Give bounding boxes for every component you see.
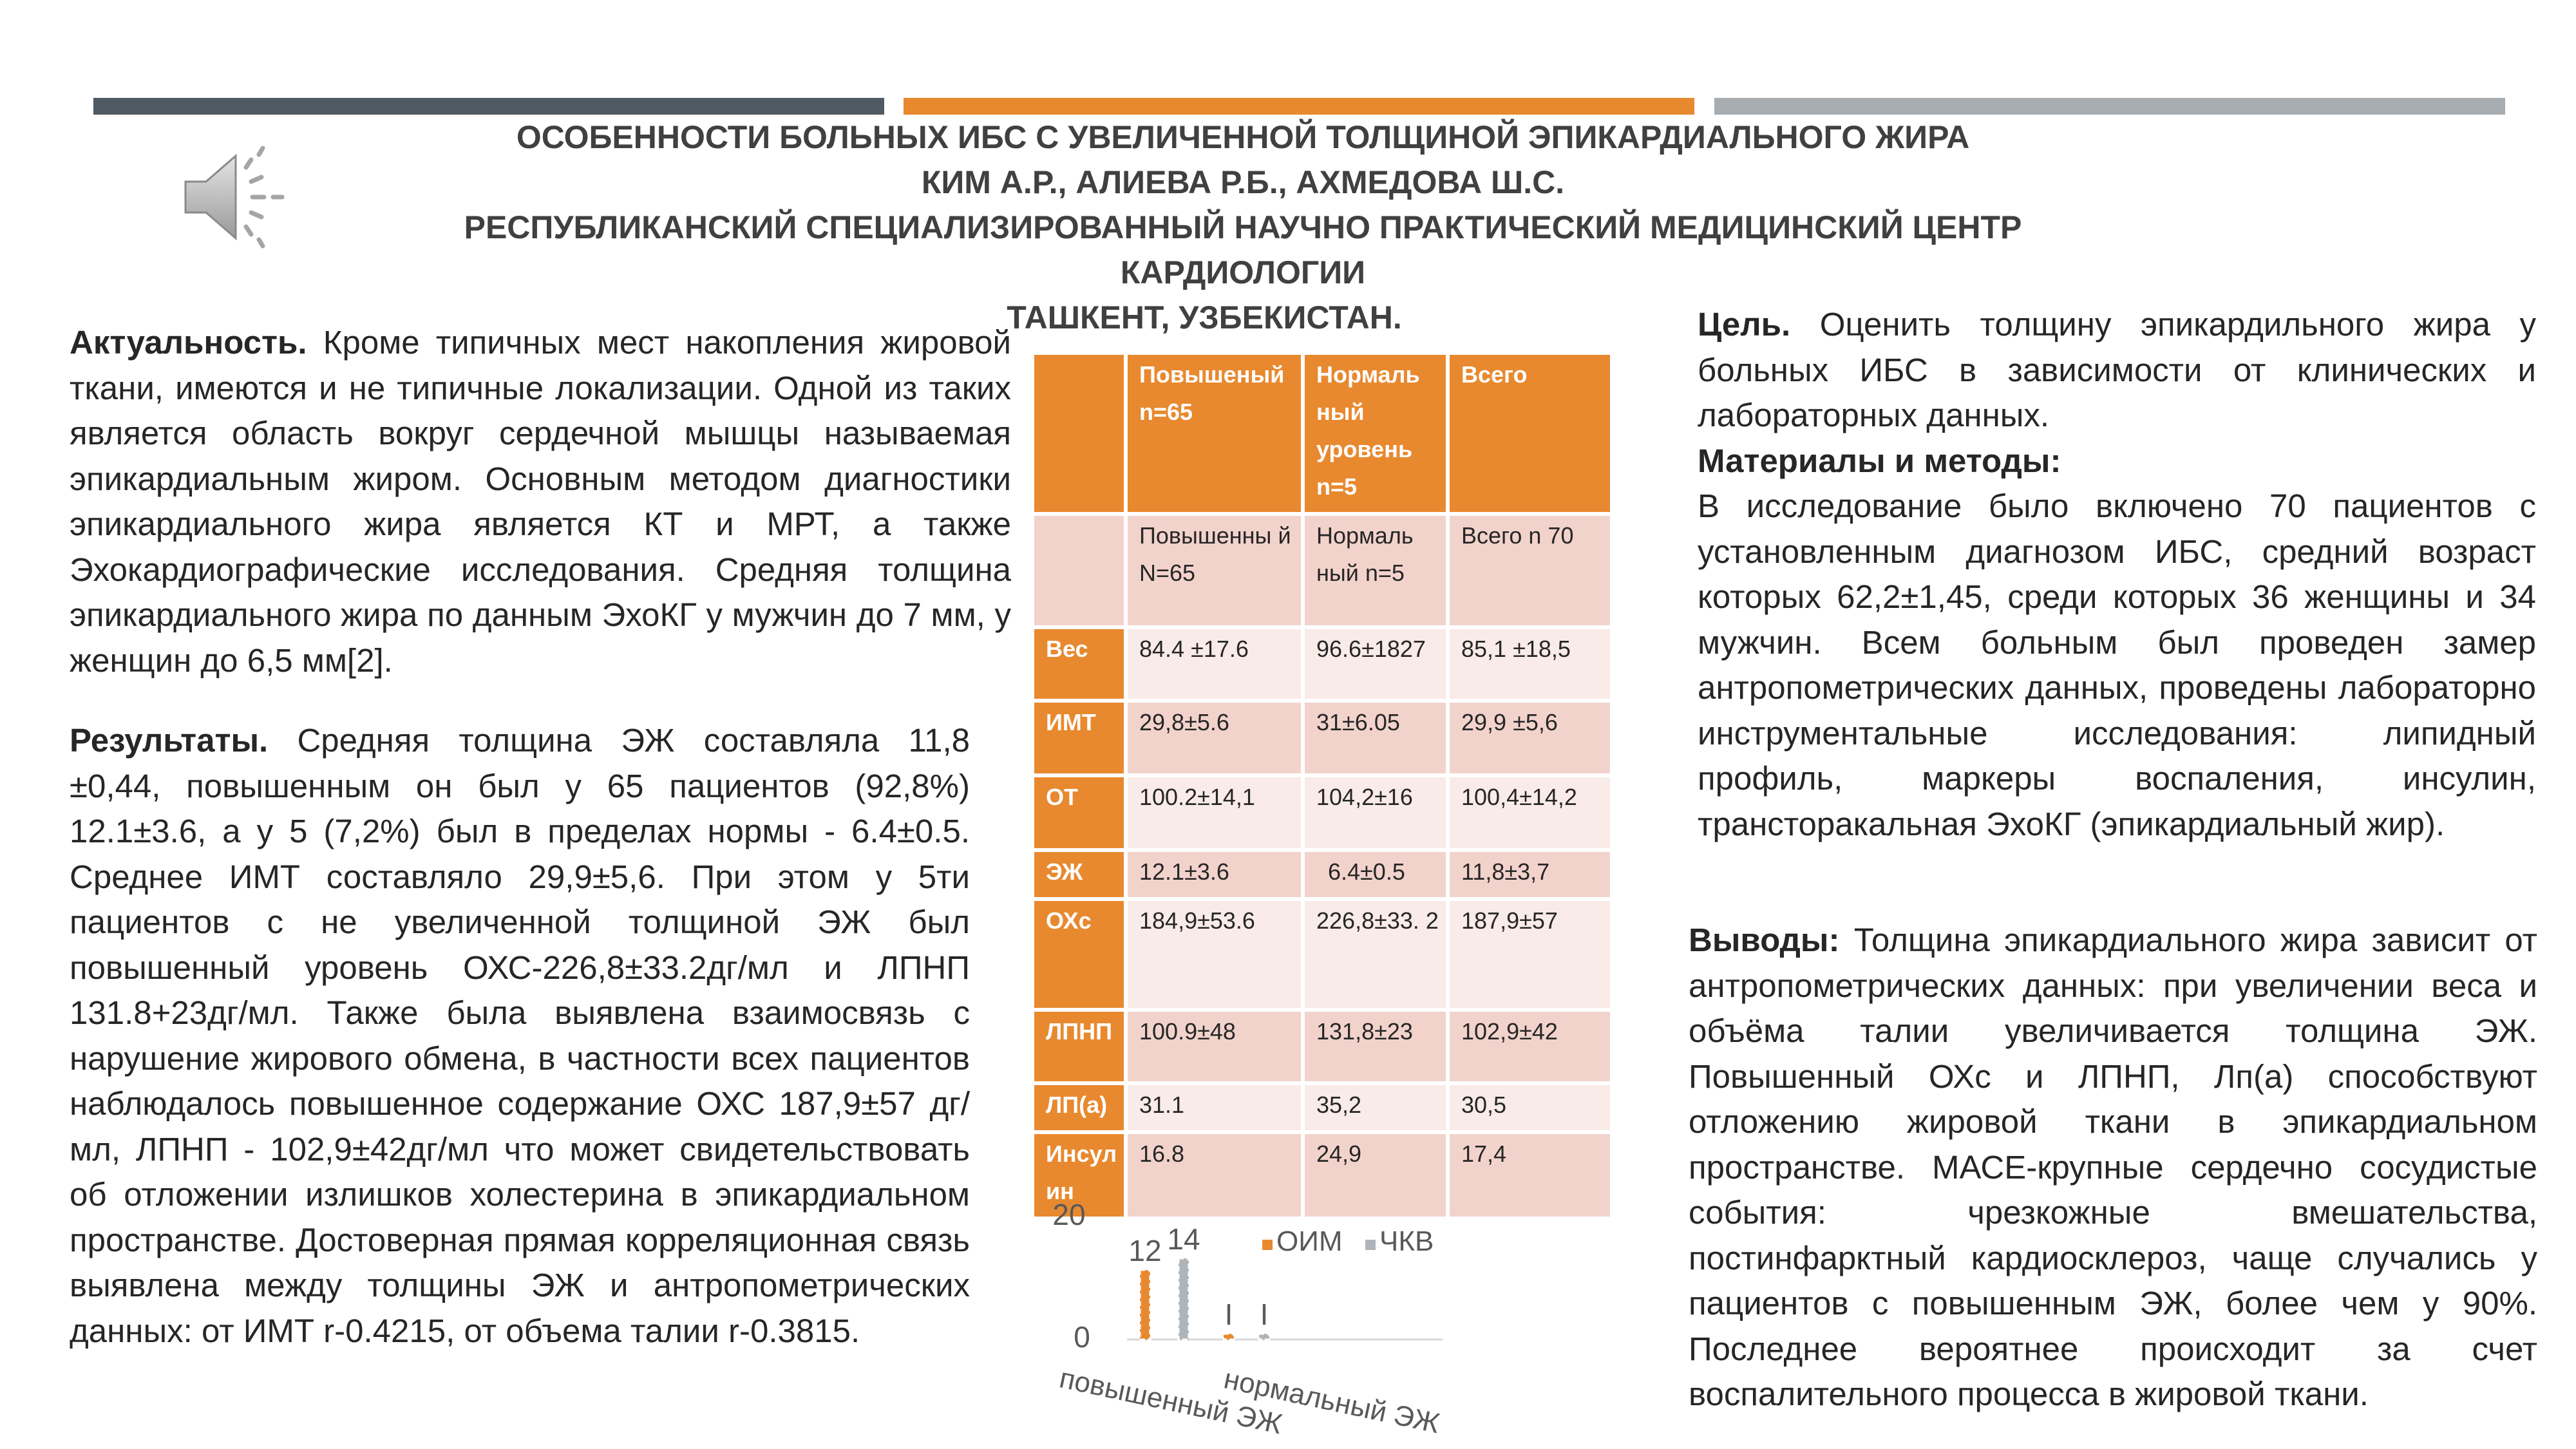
methods-text: В исследование было включено 70 пациентов с установленным диагнозом ИБС, средний возраст которых 62,2±1,45, среди которых 36 женщины и 34 мужчин. Всем больным был проведен замер антропометрических данных, проведены лабораторно инструментальные исследования: липидный профиль, маркеры воспаления, инсулин, трансторакальная ЭхоКГ (эпикардиальный жир). — [1698, 488, 2536, 842]
table-cell: 29,8±5.6 — [1126, 701, 1303, 775]
y-tick-label: 20 — [1052, 1198, 1086, 1231]
table-cell: 12.1±3.6 — [1126, 850, 1303, 899]
goal-methods-column — [1698, 302, 2536, 847]
table-cell: 100.9±48 — [1126, 1010, 1303, 1083]
category-label: нормальный ЭЖ — [1221, 1363, 1443, 1440]
relevance-label: Актуальность. — [70, 324, 307, 361]
table-header-cell: Всего — [1448, 353, 1612, 514]
table-cell: 100,4±14,2 — [1448, 775, 1612, 850]
legend-swatch-oim — [1262, 1240, 1273, 1250]
table-cell: 226,8±33. 2 — [1303, 899, 1448, 1010]
top-bar-dark — [93, 98, 884, 115]
table-header-cell — [1032, 353, 1126, 514]
category-label: повышенный ЭЖ — [1056, 1362, 1285, 1441]
table-cell: 24,9 — [1303, 1132, 1448, 1218]
organization-line-1: РЕСПУБЛИКАНСКИЙ СПЕЦИАЛИЗИРОВАННЫЙ НАУЧНО ПРАКТИЧЕСКИЙ МЕДИЦИНСКИЙ ЦЕНТР — [464, 209, 2022, 245]
conclusions-column — [1689, 918, 2537, 1417]
table-cell: 104,2±16 — [1303, 775, 1448, 850]
relevance-paragraph — [70, 320, 1011, 683]
conclusions-label: Выводы: — [1689, 922, 1840, 958]
table-cell: 100.2±14,1 — [1126, 775, 1303, 850]
conclusions-text: Толщина эпикардиального жира зависит от антропометрических данных: при увеличении веса и объёма талии увеличивается толщина ЭЖ. Повышенный ОХс и ЛПНП, Лп(а) способствуют отложению жировой ткани в эпикардиальном пространстве. МАСЕ-крупные сердечно сосудистые события: чрезкожные вмешательства, постинфарктный кардиосклероз, чаще случались у пациентов с повышенным ЭЖ, более чем у 90%. Последнее вероятнее происходит за счет воспалительного процесса в жировой ткани. — [1689, 922, 2538, 1412]
organization-line-2: КАРДИОЛОГИИ — [1120, 254, 1366, 290]
table-cell: 102,9±42 — [1448, 1010, 1612, 1083]
methods-label: Материалы и методы: — [1698, 442, 2061, 479]
table-cell: 184,9±53.6 — [1126, 899, 1303, 1010]
speaker-icon[interactable] — [179, 142, 289, 251]
table-cell: 30,5 — [1448, 1083, 1612, 1132]
legend-label-oim: ОИМ — [1276, 1226, 1343, 1257]
bar-oim-0 — [1140, 1270, 1150, 1340]
relevance-text: Кроме типичных мест накопления жировой ткани, имеются и не типичные локализации. Одной из таких является область вокруг сердечной мышцы называемая эпикардиальным жиром. Основным методом диагностики эпикардиального жира является КТ и МРТ, а также Эхокардиографические исследования. Средняя толщина эпикардиального жира по данным ЭхоКГ у мужчин до 7 мм, у женщин до 6,5 мм[2]. — [70, 324, 1011, 679]
left-column — [70, 320, 1011, 683]
conclusions-paragraph — [1689, 918, 2537, 1417]
results-text: Средняя толщина ЭЖ составляла 11,8 ±0,44, повышенным он был у 65 пациентов (92,8%) 12.1±3.6, а у 5 (7,2%) был в пределах нормы - 6.4±0.5. Среднее ИМТ составляло 29,9±5,6. При этом у 5ти пациентов с не увеличенной толщиной ЭЖ был повышенный уровень ОХС-226,8±33.2дг/мл и ЛПНП 131.8+23дг/мл. Также была выявлена взаимосвязь с нарушение жирового обмена, в частности всех пациентов наблюдалось повышенное содержание ОХС 187,9±57 дг/мл, ЛПНП - 102,9±42дг/мл что может свидетельствовать об отложении излишков холестерина в эпикардиальном пространстве. Достоверная прямая корреляционная связь выявлена между толщины ЭЖ и антропометрических данных: от ИМТ r-0.4215, от объема талии r-0.3815. — [70, 722, 970, 1349]
row-label: Инсул ин — [1032, 1132, 1126, 1218]
table-cell: 29,9 ±5,6 — [1448, 701, 1612, 775]
table-cell: 131,8±23 — [1303, 1010, 1448, 1083]
chart-legend — [1262, 1226, 1434, 1257]
top-bar-gray — [1714, 98, 2505, 115]
table-row — [1032, 850, 1612, 899]
y-tick-label: 0 — [1074, 1320, 1090, 1354]
row-label: ЭЖ — [1032, 850, 1126, 899]
table-cell: 6.4±0.5 — [1303, 850, 1448, 899]
table-row — [1032, 1010, 1612, 1083]
table-cell: 17,4 — [1448, 1132, 1612, 1218]
methods-heading-paragraph — [1698, 439, 2536, 484]
results-paragraph — [70, 718, 970, 1354]
data-label: 14 — [1167, 1222, 1200, 1256]
table-row — [1032, 701, 1612, 775]
legend-label-chkv: ЧКВ — [1379, 1226, 1434, 1257]
table-cell: 187,9±57 — [1448, 899, 1612, 1010]
row-label: ЛП(а) — [1032, 1083, 1126, 1132]
table-cell: 96.6±1827 — [1303, 627, 1448, 701]
data-label: I — [1224, 1298, 1233, 1331]
data-label: 12 — [1128, 1234, 1162, 1267]
row-label: ОХс — [1032, 899, 1126, 1010]
mace-chart — [1030, 1198, 1546, 1449]
authors: КИМ А.Р., АЛИЕВА Р.Б., АХМЕДОВА Ш.С. — [921, 164, 1565, 200]
table-cell: 16.8 — [1126, 1132, 1303, 1218]
top-bar-orange — [904, 98, 1694, 115]
table-row — [1032, 775, 1612, 850]
goal-paragraph — [1698, 302, 2536, 439]
results-column — [70, 718, 970, 1354]
methods-paragraph — [1698, 484, 2536, 847]
table-cell: 85,1 ±18,5 — [1448, 627, 1612, 701]
table-cell: 84.4 ±17.6 — [1126, 627, 1303, 701]
table-row — [1032, 899, 1612, 1010]
row-label: ИМТ — [1032, 701, 1126, 775]
table-cell: 35,2 — [1303, 1083, 1448, 1132]
table-subheader-row — [1032, 514, 1612, 627]
table-cell: 31.1 — [1126, 1083, 1303, 1132]
table-header-row — [1032, 353, 1612, 514]
row-label: Вес — [1032, 627, 1126, 701]
bar-chkv-0 — [1179, 1258, 1189, 1340]
table-cell: 31±6.05 — [1303, 701, 1448, 775]
table-row — [1032, 627, 1612, 701]
bar-chkv-1 — [1259, 1334, 1269, 1340]
location: ТАШКЕНТ, УЗБЕКИСТАН. — [1007, 299, 1402, 336]
table-cell: 11,8±3,7 — [1448, 850, 1612, 899]
table-header-cell: Нормаль ный уровень n=5 — [1303, 353, 1448, 514]
row-label: ЛПНП — [1032, 1010, 1126, 1083]
table-cell — [1032, 514, 1126, 627]
table-cell: Повышенны й N=65 — [1126, 514, 1303, 627]
table-row — [1032, 1083, 1612, 1132]
results-label: Результаты. — [70, 722, 269, 759]
table-cell: Нормаль ный n=5 — [1303, 514, 1448, 627]
goal-text: Оценить толщину эпикардильного жира у больных ИБС в зависимости от клинических и лабораторных данных. — [1698, 306, 2537, 433]
results-table — [1030, 351, 1614, 1220]
legend-swatch-chkv — [1365, 1240, 1376, 1250]
table-header-cell: Повышеный n=65 — [1126, 353, 1303, 514]
table-cell: Всего n 70 — [1448, 514, 1612, 627]
goal-label: Цель. — [1698, 306, 1791, 343]
poster-title: ОСОБЕННОСТИ БОЛЬНЫХ ИБС С УВЕЛИЧЕННОЙ ТОЛЩИНОЙ ЭПИКАРДИАЛЬНОГО ЖИРА — [516, 119, 1970, 155]
data-label: I — [1260, 1298, 1269, 1331]
row-label: ОТ — [1032, 775, 1126, 850]
bar-oim-1 — [1224, 1334, 1234, 1340]
